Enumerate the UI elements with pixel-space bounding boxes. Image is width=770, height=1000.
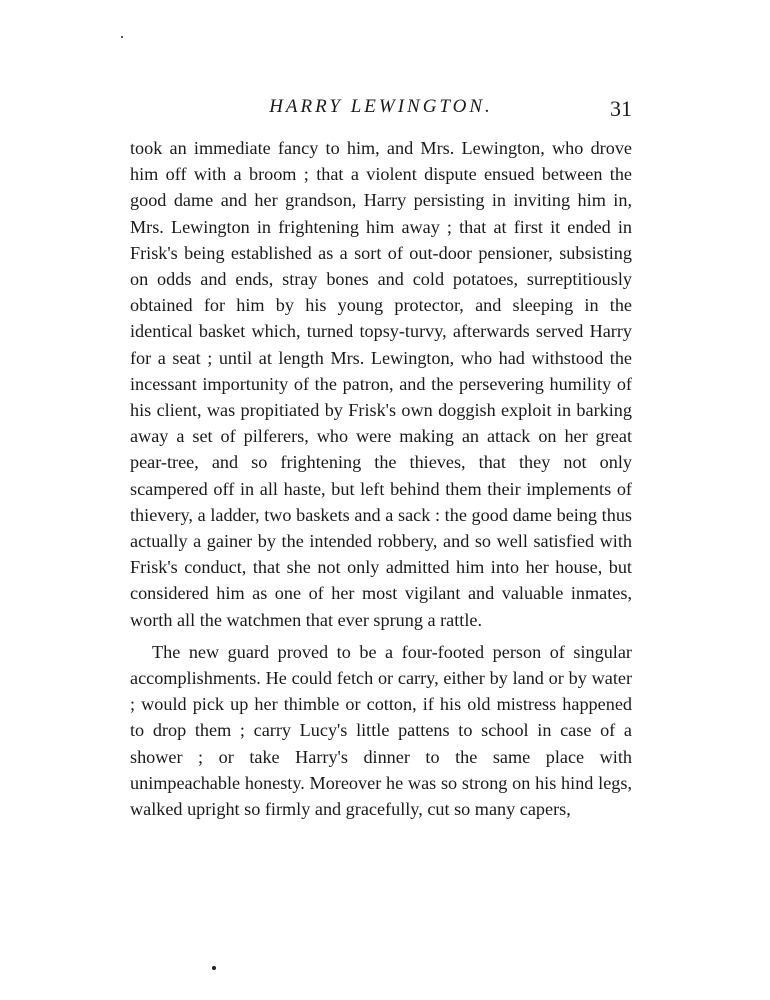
- body-text: [130, 135, 632, 822]
- running-head: [130, 92, 632, 122]
- paragraph: The new guard proved to be a four-footed person of singular accomplishments. He could fetch or carry, either by land or by water ; would pick up her thimble or cotton, if his old mistress happened to drop them ; carry Lucy's little pattens to school in case of a shower ; or take Harry's dinner to the same place with unimpeachable honesty. Moreover he was so strong on his hind legs, walked upright so firmly and gracefully, cut so many capers,: [130, 641, 632, 820]
- speck-mark: [121, 36, 123, 38]
- running-title: HARRY LEWINGTON.: [269, 96, 493, 117]
- page-number: 31: [610, 96, 632, 121]
- paragraph-continued: took an immediate fancy to him, and Mrs. Lewington, who drove him off with a broom ; that a violent dispute ensued between the good dame and her grandson, Harry persisting in inviting him in, Mrs. Lewington in frightening him away ; that at first it ended in Frisk's being established as a sort of out-door pensioner, subsisting on odds and ends, stray bones and cold potatoes, surreptitiously obtained for him by his young protector, and sleeping in the identical basket which, turned topsy-turvy, afterwards served Harry for a seat ; until at length Mrs. Lewington, who had withstood the incessant importunity of the patron, and the persevering humility of his client, was propitiated by Frisk's own doggish exploit in barking away a set of pilferers, who were making an attack on her great pear-tree, and so frightening the thieves, that they not only scampered off in all haste, but left behind them their implements of thievery, a ladder, two baskets and a sack : the good dame being thus actually a gainer by the intended robbery, and so well satisfied with Frisk's conduct, that she not only admitted him into her house, but considered him as one of her most vigilant and valuable inmates, worth all the watchmen that ever sprung a rattle.: [130, 138, 632, 630]
- speck-mark: [212, 966, 216, 970]
